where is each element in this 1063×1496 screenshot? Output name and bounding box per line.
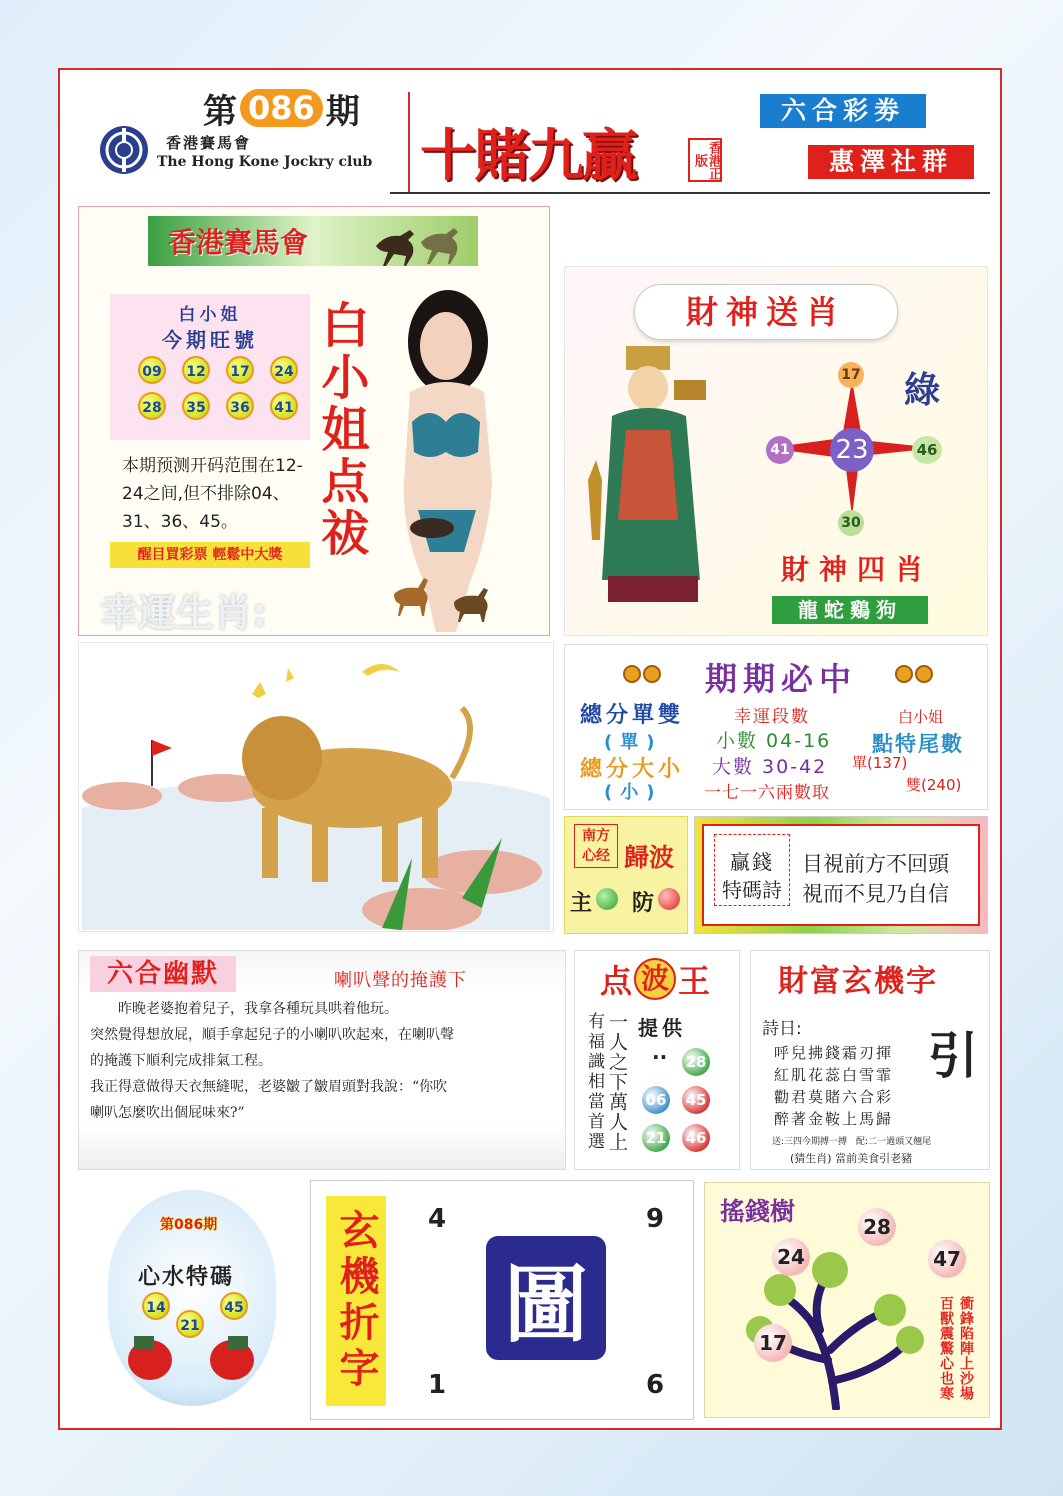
xuanji-center-char: 圖 — [503, 1255, 588, 1354]
wealth-poem-line: 紅肌花蕊白雪霏 — [774, 1066, 894, 1084]
hkjc-logo-icon — [98, 124, 150, 176]
poem-line-2: 視而不見乃自信 — [802, 882, 949, 906]
miss-vertical-title: 白小姐点祓 — [313, 300, 369, 560]
hot-number-ball: 12 — [182, 356, 210, 384]
dianbo-number-ball: 46 — [682, 1124, 710, 1152]
poem-label-1: 贏錢 — [730, 850, 774, 874]
poem-label-2: 特碼詩 — [722, 878, 782, 902]
xuanji-corner-tl: 4 — [428, 1204, 447, 1234]
xuanji-title: 玄機折字 — [326, 1196, 386, 1406]
dianbo-title-2: 波 — [634, 958, 676, 1000]
xuanji-corner-bl: 1 — [428, 1370, 447, 1400]
lottery-badge: 六合彩劵 — [760, 94, 926, 128]
xuanji-corner-tr: 9 — [646, 1204, 665, 1234]
qiqi-left-1-val: (單) — [604, 732, 663, 753]
tree-poem-1: 衝鋒陷陣上沙場 — [958, 1296, 974, 1401]
money-tree-icon — [740, 1230, 940, 1410]
humor-title: 六合幽默 — [90, 956, 236, 992]
tree-number-ball: 47 — [928, 1240, 966, 1278]
dianbo-title — [600, 956, 710, 1002]
humor-text — [90, 996, 560, 1126]
hot-number-ball: 35 — [182, 392, 210, 420]
xinshui-issue: 第086期 — [160, 1217, 218, 1233]
lucky-zodiac-label: 幸運生肖: — [100, 591, 268, 635]
dianbo-title-3: 王 — [678, 962, 711, 1000]
qiqi-title: 期期必中 — [704, 660, 857, 698]
guibo-guard-label: 防 — [632, 891, 655, 916]
tree-number-ball: 24 — [772, 1238, 810, 1276]
wealth-title: 財富玄機字 — [778, 964, 938, 999]
dianbo-col-2: 一人之下萬人上 — [606, 1012, 628, 1152]
hot-number-ball: 09 — [138, 356, 166, 384]
guibo-guard-ball — [658, 888, 680, 910]
slogan-badge: 醒目買彩票 輕鬆中大獎 — [110, 542, 310, 568]
tree-poem-2: 百獸震驚心也寒 — [938, 1296, 954, 1401]
caishen-ball-right: 46 — [912, 436, 942, 464]
tree-title: 搖錢樹 — [720, 1197, 796, 1226]
qiqi-single-val: 單(137) — [852, 754, 908, 772]
miss-title-2: 今期旺號 — [162, 328, 258, 352]
dianbo-col-1: 有福識相當首選 — [584, 1012, 604, 1152]
issue-title — [203, 86, 360, 130]
caishen-ball-center: 23 — [830, 428, 874, 472]
miss-title-1: 白小姐 — [178, 305, 242, 325]
dianbo-number-ball: 28 — [682, 1048, 710, 1076]
qiqi-left-2: 總分大小 — [580, 757, 685, 782]
club-name-en: The Hong Kone Jockry club — [157, 154, 373, 170]
main-title: 十賭九贏 — [420, 123, 636, 189]
issue-number: 086 — [240, 89, 323, 127]
xuanji-corner-br: 6 — [646, 1370, 665, 1400]
guibo-main-ball — [596, 888, 618, 910]
qiqi-mid-big: 大數 30-42 — [712, 756, 828, 778]
tree-number-ball: 28 — [858, 1208, 896, 1246]
xinshui-number-ball: 45 — [220, 1292, 248, 1320]
caishen-ball-top: 17 — [838, 362, 864, 388]
humor-subtitle: 喇叭聲的掩護下 — [334, 970, 467, 991]
xinshui-number-ball: 14 — [142, 1292, 170, 1320]
humor-line: 的掩護下順利完成排氣工程。 — [90, 1053, 272, 1069]
dianbo-provide: 提供 — [638, 1016, 686, 1040]
dianbo-number-ball: 06 — [642, 1086, 670, 1114]
issue-suffix: 期 — [325, 91, 360, 132]
guibo-main-label: 主 — [570, 891, 593, 916]
humor-line: 喇叭怎麼吹出個屁味來?” — [90, 1105, 245, 1121]
coin-icons-left — [622, 664, 662, 684]
boxing-glove-right-icon — [204, 1330, 260, 1386]
poem-line-1: 目視前方不回頭 — [802, 852, 949, 876]
caishen-zodiacs: 龍蛇鷄狗 — [772, 596, 928, 624]
coin-icons-right — [894, 664, 934, 684]
guibo-tag: 南方心经 — [574, 824, 618, 868]
qiqi-mid-bottom: 一七一六兩數取 — [704, 783, 830, 803]
horse-small-icon — [450, 584, 496, 624]
deer-icon — [388, 574, 436, 618]
wealth-poem-label: 詩日: — [762, 1019, 802, 1039]
model-photo — [360, 282, 530, 632]
dianbo-provide-dots: .. — [652, 1040, 668, 1064]
tree-number-ball: 17 — [754, 1324, 792, 1362]
hot-number-ball: 24 — [270, 356, 298, 384]
caishen-side-char: 綠 — [904, 369, 941, 411]
hot-number-ball: 41 — [270, 392, 298, 420]
community-badge: 惠澤社群 — [808, 145, 974, 179]
hk-banner-text: 香港賽馬會 — [168, 226, 309, 259]
humor-line: 昨晚老婆抱着兒子，我拿各種玩具哄着他玩。 — [118, 1001, 398, 1017]
lion-illustration — [82, 648, 550, 930]
xinshui-number-ball: 21 — [176, 1310, 204, 1338]
boxing-glove-left-icon — [122, 1330, 178, 1386]
xuanji-center-tile — [486, 1236, 606, 1360]
dianbo-number-ball: 45 — [682, 1086, 710, 1114]
dianbo-title-1: 点 — [600, 962, 633, 1000]
qiqi-mid-small: 小數 04-16 — [716, 730, 832, 752]
wealth-poem-line: 勸君莫賭六合彩 — [774, 1088, 894, 1106]
humor-line: 突然覺得想放屁，順手拿起兒子的小喇叭吹起來，在喇叭聲 — [90, 1027, 454, 1043]
wealth-poem-line: 醉著金鞍上馬歸 — [774, 1110, 894, 1128]
wealth-lines — [774, 1042, 893, 1130]
header-line — [390, 192, 990, 194]
caishen-ball-bottom: 30 — [838, 510, 864, 536]
hot-number-ball: 17 — [226, 356, 254, 384]
qiqi-right-sub: 點特尾數 — [872, 732, 964, 756]
wealth-big-char: 引 — [928, 1026, 978, 1085]
prediction-text: 本期预测开码范围在12-24之间,但不排除04、31、36、45。 — [122, 456, 303, 532]
xinshui-title: 心水特碼 — [138, 1264, 235, 1290]
caishen-subtitle: 財神四肖 — [780, 553, 933, 586]
wealth-poem-line: 呼兒拂錢霜刃揮 — [774, 1044, 894, 1062]
qiqi-mid-title: 幸運段數 — [734, 707, 810, 727]
hot-number-ball: 28 — [138, 392, 166, 420]
caishen-title-pill — [634, 284, 898, 340]
official-badge: 香港正版 — [688, 138, 722, 182]
guibo-title: 歸波 — [624, 843, 675, 872]
qiqi-right-title: 白小姐 — [898, 708, 944, 726]
dianbo-number-ball: 21 — [642, 1124, 670, 1152]
hot-number-ball: 36 — [226, 392, 254, 420]
horse-icon — [366, 216, 476, 268]
caishen-ball-left: 41 — [766, 436, 794, 464]
issue-prefix: 第 — [203, 91, 237, 132]
qiqi-left-1: 總分單雙 — [580, 703, 685, 728]
caishen-figure — [582, 340, 732, 616]
humor-line: 我正得意做得天衣無縫呢，老婆皺了皺眉頭對我說：“你吹 — [90, 1079, 448, 1095]
qiqi-left-2-val: (小) — [604, 782, 663, 803]
caishen-title: 財神送肖 — [685, 293, 846, 331]
wealth-note: 送:三四今期搏一搏 配:二一過頭又翹尾 — [772, 1137, 932, 1147]
qiqi-double-val: 雙(240) — [906, 776, 962, 794]
wealth-answer: (猜生肖) 當前美食引老豬 — [790, 1152, 913, 1165]
club-name-cn: 香港賽馬會 — [166, 134, 252, 152]
header-divider — [408, 92, 410, 192]
